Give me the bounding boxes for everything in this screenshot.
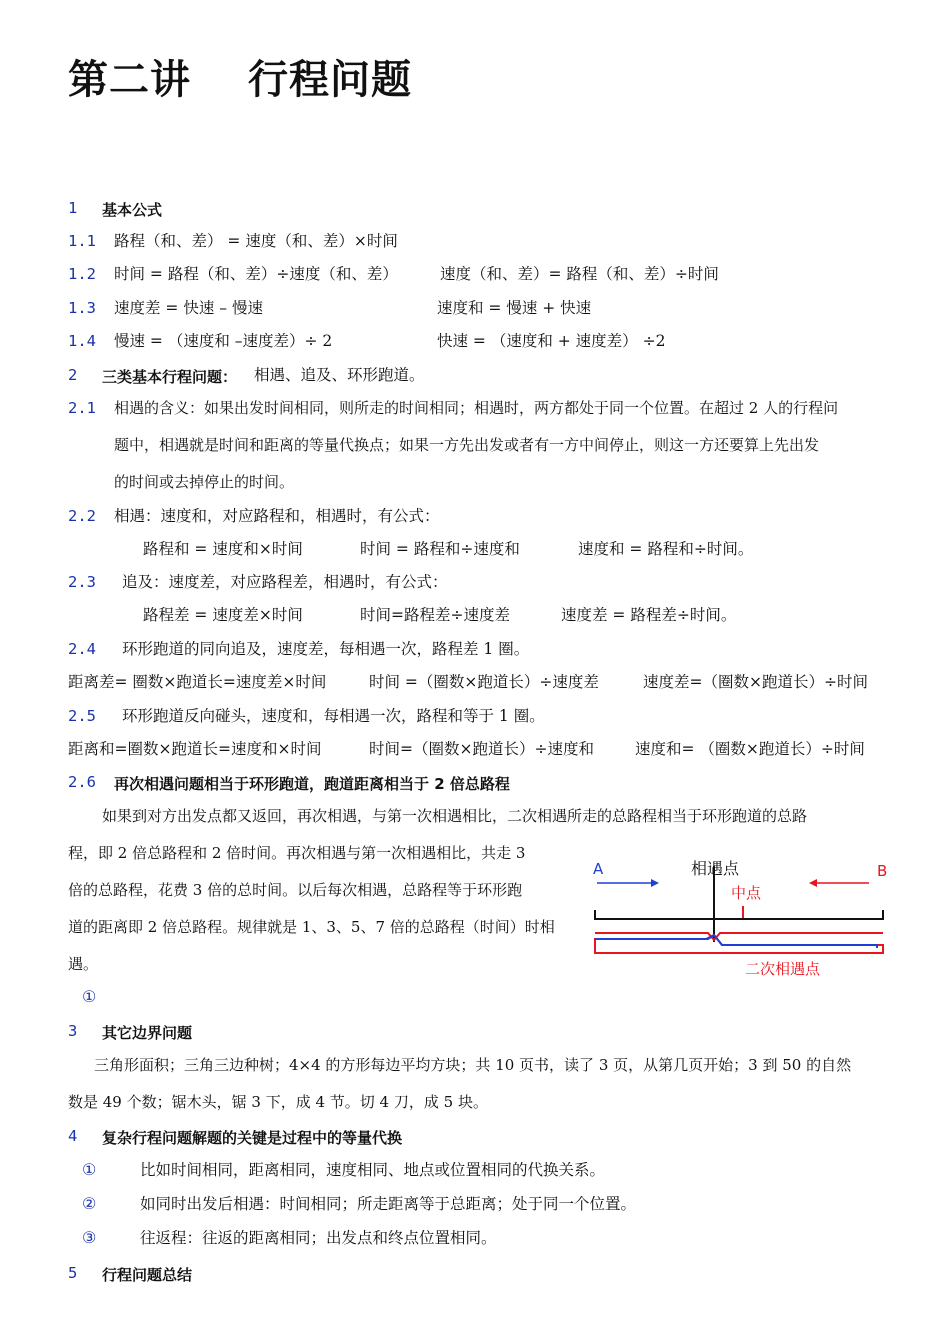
paragraph-line: 程，即 2 倍总路程和 2 倍时间。再次相遇与第一次相遇相比，共走 3 [68, 844, 526, 862]
list-marker: ③ [82, 1228, 97, 1247]
paragraph-line: 倍的总路程，花费 3 倍的总时间。以后每次相遇，总路程等于环形跑 [68, 881, 523, 899]
item-number: 2.6 [68, 773, 96, 791]
formula-text: 速度差=（圈数×跑道长）÷时间 [643, 673, 868, 691]
formula-text: 路程差 = 速度差×时间 [143, 606, 303, 624]
paragraph-line: 题中，相遇就是时间和距离的等量代换点；如果一方先出发或者有一方中间停止，则这一方还要算上先出发 [114, 436, 820, 454]
item-number: 2.2 [68, 507, 96, 525]
list-item: 往返程：往返的距离相同；出发点和终点位置相同。 [140, 1229, 497, 1247]
subsection-heading: 再次相遇问题相当于环形跑道，跑道距离相当于 2 倍总路程 [114, 775, 510, 793]
paragraph-line: 道的距离即 2 倍总路程。规律就是 1、3、5、7 倍的总路程（时间）时相 [68, 918, 555, 936]
list-item: 比如时间相同，距离相同，速度相同、地点或位置相同的代换关系。 [140, 1161, 606, 1179]
formula-text: 速度和 = 路程和÷时间。 [578, 540, 754, 558]
item-number: 2.4 [68, 640, 96, 658]
formula-text: 时间=（圈数×跑道长）÷速度和 [369, 740, 594, 758]
paragraph-line: 相遇的含义：如果出发时间相同，则所走的时间相同；相遇时，两方都处于同一个位置。在超过 2 人的行程问 [114, 399, 839, 417]
section-number: 4 [68, 1127, 78, 1145]
formula-text: 路程（和、差） = 速度（和、差）×时间 [114, 232, 398, 250]
paragraph-line: 数是 49 个数；锯木头，锯 3 下，成 4 节。切 4 刀，成 5 块。 [68, 1093, 488, 1111]
section-number: 3 [68, 1022, 78, 1040]
page-title-part2: 行程问题 [248, 57, 412, 103]
section-heading: 复杂行程问题解题的关键是过程中的等量代换 [102, 1129, 403, 1147]
formula-text: 时间 =（圈数×跑道长）÷速度差 [369, 673, 599, 691]
list-item: 如同时出发后相遇：时间相同；所走距离等于总距离；处于同一个位置。 [140, 1195, 637, 1213]
paragraph-line: 的时间或去掉停止的时间。 [114, 473, 295, 491]
formula-text: 时间=路程差÷速度差 [360, 606, 510, 624]
item-number: 2.5 [68, 707, 96, 725]
point-a-label: A [593, 860, 604, 878]
formula-text: 慢速 = （速度和 –速度差）÷ 2 [114, 332, 333, 350]
route-bracket [595, 910, 883, 919]
section-heading: 基本公式 [102, 201, 163, 219]
midpoint-label: 中点 [731, 884, 762, 902]
list-marker: ② [82, 1194, 97, 1213]
item-number: 1.4 [68, 332, 96, 350]
formula-text: 距离和=圈数×跑道长=速度和×时间 [68, 740, 322, 758]
formula-text: 速度差 = 快速 – 慢速 [114, 299, 263, 317]
item-number: 1.1 [68, 232, 96, 250]
blue-path [595, 935, 877, 948]
formula-text: 时间 = 路程和÷速度和 [360, 540, 520, 558]
formula-text: 速度和= （圈数×跑道长）÷时间 [635, 740, 865, 758]
meeting-diagram [585, 852, 895, 982]
formula-text: 速度和 = 慢速 + 快速 [437, 299, 592, 317]
formula-text: 距离差= 圈数×跑道长=速度差×时间 [68, 673, 327, 691]
formula-text: 路程和 = 速度和×时间 [143, 540, 303, 558]
point-b-label: B [877, 862, 888, 880]
meet-point-label: 相遇点 [691, 859, 740, 878]
arrow-left-head [809, 879, 817, 887]
arrow-right-head [651, 879, 659, 887]
section-heading-rest: 相遇、追及、环形跑道。 [254, 366, 425, 384]
paragraph-line: 如果到对方出发点都又返回，再次相遇，与第一次相遇相比，二次相遇所走的总路程相当于环形跑道的总路 [102, 807, 808, 825]
formula-text: 速度（和、差）= 路程（和、差）÷时间 [440, 265, 719, 283]
section-number: 1 [68, 199, 78, 217]
section-heading: 三类基本行程问题： [102, 368, 238, 386]
paragraph-line: 环形跑道反向碰头，速度和，每相遇一次，路程和等于 1 圈。 [122, 707, 545, 725]
formula-text: 时间 = 路程（和、差）÷速度（和、差） [114, 265, 398, 283]
section-number: 2 [68, 366, 78, 384]
item-number: 2.1 [68, 399, 96, 417]
formula-text: 速度差 = 路程差÷时间。 [561, 606, 737, 624]
item-number: 1.3 [68, 299, 96, 317]
paragraph-line: 三角形面积；三角三边种树；4×4 的方形每边平均方块；共 10 页书，读了 3 页，从第几页开始；3 到 50 的自然 [94, 1056, 852, 1074]
item-number: 2.3 [68, 573, 96, 591]
paragraph-line: 环形跑道的同向追及，速度差，每相遇一次，路程差 1 圈。 [122, 640, 530, 658]
section-number: 5 [68, 1264, 78, 1282]
formula-text: 快速 = （速度和 + 速度差） ÷2 [437, 332, 666, 350]
item-number: 1.2 [68, 265, 96, 283]
list-marker: ① [82, 1160, 97, 1179]
paragraph-line: 相遇：速度和，对应路程和，相遇时，有公式： [114, 507, 440, 525]
second-meet-label: 二次相遇点 [745, 960, 821, 978]
section-heading: 其它边界问题 [102, 1024, 193, 1042]
paragraph-line: 遇。 [68, 955, 99, 973]
page-title-part1: 第二讲 [68, 57, 191, 103]
section-heading: 行程问题总结 [102, 1266, 193, 1284]
paragraph-line: 追及：速度差，对应路程差，相遇时，有公式： [122, 573, 448, 591]
circled-marker: ① [82, 987, 97, 1006]
